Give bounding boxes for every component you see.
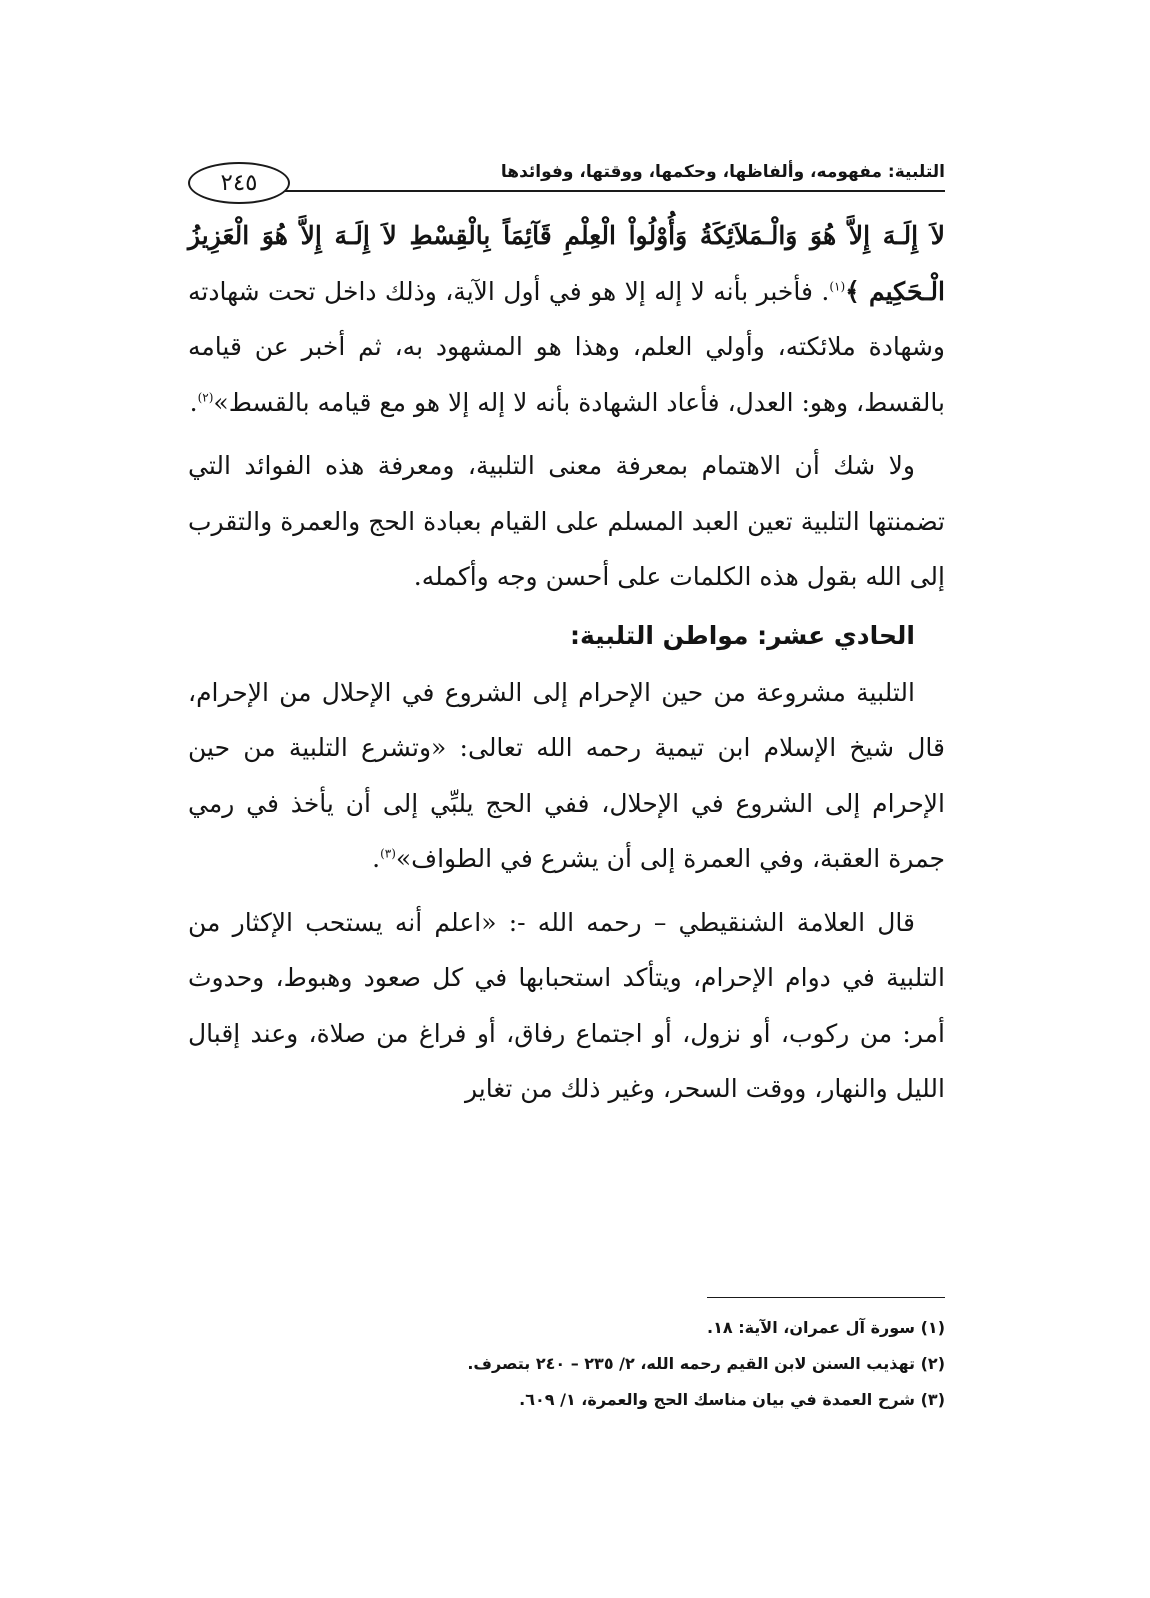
paragraph-gap [188,887,945,895]
paragraph-text: التلبية مشروعة من حين الإحرام إلى الشروع في الإحلال من الإحرام، قال شيخ الإسلام ابن تيمية رحمه الله تعالى: «وتشرع التلبية من حين الإحرام إلى الشروع في الإحلال، ففي الحج يلبِّي إلى أن يأخذ في رمي جمرة العقبة، وفي العمرة إلى أن يشرع في الطواف» [188,677,945,873]
paragraph-text: قال العلامة الشنقيطي – رحمه الله -: «اعلم أنه يستحب الإكثار من التلبية في دوام الإحرام، ويتأكد استحبابها في كل صعود وهبوط، وحدوث أمر: من ركوب، أو نزول، أو اجتماع رفاق، أو فراغ من صلاة، وعند إقبال الليل والنهار، ووقت السحر، وغير ذلك من تغاير [188,907,945,1103]
header-title: التلبية: مفهومه، وألفاظها، وحكمها، ووقتها، وفوائدها [500,162,945,182]
header-rule [283,190,945,192]
paragraph-text: ولا شك أن الاهتمام بمعرفة معنى التلبية، ومعرفة هذه الفوائد التي تضمنتها التلبية تعين العبد المسلم على القيام بعبادة الحج والعمرة والتقرب إلى الله بقول هذه الكلمات على أحسن وجه وأكمله. [188,451,945,591]
footnotes [205,1310,945,1418]
body-text [188,208,945,1117]
footnote-ref-3: (٣) [380,846,396,861]
paragraph-talbiya-times [188,665,945,887]
paragraph-shanqiti-quote [188,895,945,1117]
footnote-2: (٢) تهذيب السنن لابن القيم رحمه الله، ٢/ ٢٣٥ – ٢٤٠ بتصرف. [467,1354,945,1373]
footnote-ref-2: (٢) [197,390,214,405]
paragraph-text: . فأخبر بأنه لا إله إلا هو في أول الآية، وذلك داخل تحت شهادته وشهادة ملائكته، وأولي العلم، وهذا هو المشهود به، ثم أخبر عن قيامه بالقسط، وهو: العدل، فأعاد الشهادة بأنه لا إله إلا هو مع قيامه بالقسط» [188,276,945,417]
footnote-3: (٣) شرح العمدة في بيان مناسك الحج والعمرة، ١/ ٦٠٩. [519,1390,945,1409]
running-header [188,158,945,200]
paragraph-quran-quote [188,208,945,430]
paragraph-end: . [189,387,198,417]
footnote-ref-1: (١) [829,279,846,294]
footnote-1: (١) سورة آل عمران، الآية: ١٨. [707,1318,945,1337]
quran-verse: لاَ إِلَـهَ إِلاَّ هُوَ وَالْـمَلاَئِكَةُ وَأُوْلُواْ الْعِلْمِ قَآئِمَاً بِالْقِسْطِ لاَ إِلَـهَ إِلاَّ هُوَ الْعَزِيزُ الْـحَكِيم ﴾ [188,221,945,306]
paragraph-talbiya-meaning [188,438,945,605]
footnote-separator [707,1297,945,1298]
page-number: ٢٤٥ [188,162,290,204]
paragraph-gap [188,430,945,438]
section-heading: الحادي عشر: مواطن التلبية: [570,620,915,650]
paragraph-end: . [372,844,381,873]
